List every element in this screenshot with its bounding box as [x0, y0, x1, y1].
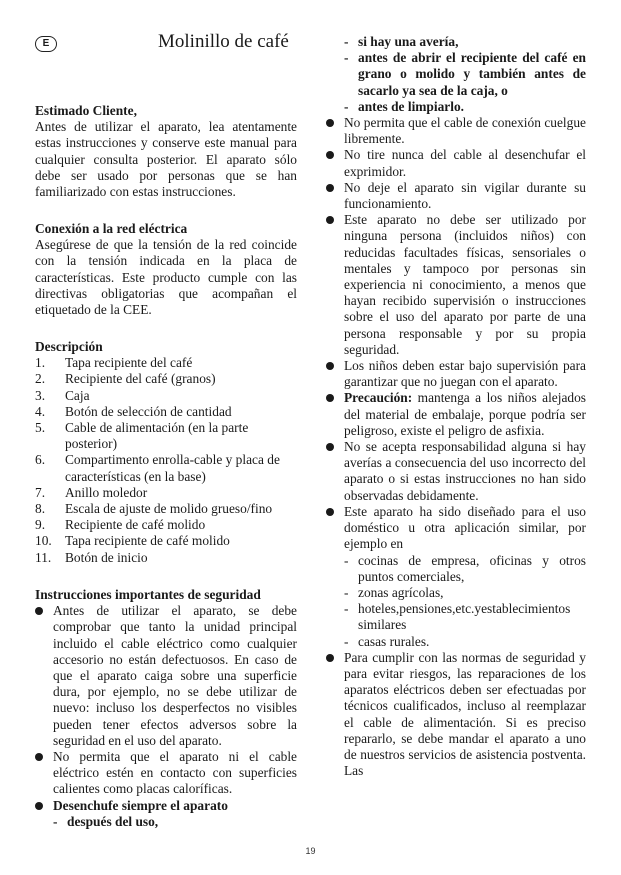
list-item: 4. Botón de selección de cantidad: [35, 403, 232, 419]
greeting-heading: Estimado Cliente,: [35, 103, 137, 118]
language-badge: E: [35, 36, 57, 52]
list-item: Antes de utilizar el aparato, se debe comprobar que tanto la unidad principal incluido el cable eléctrico como cualquier accesorio no están defectuosos. En caso de que el aparato caiga sobre una superficie dura, por ejemplo, no se debe utilizar de nuevo: incluso los desperfectos no visibles pueden tener efectos adversos sobre la seguridad en el uso del aparato.: [35, 603, 297, 749]
safety-list-left: [35, 603, 297, 830]
list-item: Para cumplir con las normas de seguridad y para evitar riesgos, las reparaciones de los aparatos eléctricos deben ser efectuadas por técnicos cualificados, incluso al reemplazar el cable de alimentación. Si es preciso repararlo, se debe mandar el aparato a uno de nuestros servicios de asistencia postventa. Las: [326, 650, 586, 780]
list-item: Los niños deben estar bajo supervisión para garantizar que no juegan con el aparato.: [326, 358, 586, 390]
connection-heading: Conexión a la red eléctrica: [35, 221, 188, 236]
list-item: - hoteles,pensiones,etc.yestablecimientos similares: [344, 601, 571, 633]
page-title: Molinillo de café: [158, 31, 289, 52]
list-item: - antes de abrir el recipiente del café en grano o molido y también antes de sacarlo ya sea de la caja, o: [344, 50, 586, 98]
list-item: 7. Anillo moledor: [35, 484, 148, 500]
greeting-text: Antes de utilizar el aparato, lea atentamente estas instrucciones y conserve este manual para cualquier consulta posterior. El aparato sólo debe ser usado por personas que se han familiarizado con estas instrucciones.: [35, 119, 297, 200]
list-item: No permita que el cable de conexión cuelgue libremente.: [326, 115, 586, 147]
description-heading: Descripción: [35, 339, 103, 354]
safety-heading: Instrucciones importantes de seguridad: [35, 587, 261, 602]
bullet-icon: [35, 753, 43, 761]
list-item: Precaución: mantenga a los niños alejados del material de embalaje, porque podría ser peligroso, existe el peligro de asfixia.: [326, 390, 586, 439]
list-item: - casas rurales.: [344, 633, 430, 649]
list-item: Este aparato no debe ser utilizado por ninguna persona (incluidos niños) con reducidas facultades físicas, sensoriales o mentales y tampoco por personas sin experiencia ni conocimiento, a menos que hayan recibido supervisión o instrucciones sobre el uso del aparato por parte de una persona responsable y por su propia seguridad.: [326, 212, 586, 358]
bullet-icon: [326, 654, 334, 662]
bullet-icon: [35, 802, 43, 810]
list-item: - antes de limpiarlo.: [344, 98, 465, 114]
list-item: Este aparato ha sido diseñado para el uso doméstico u otra aplicación similar, por ejemplo en - cocinas de empresa, oficinas y otros puntos comerciales, - zonas agrícolas, - hoteles,pensiones,etc.yestablecimientos similares - casas rurales.: [326, 504, 586, 650]
bullet-icon: [326, 508, 334, 516]
list-item: - después del uso,: [53, 813, 159, 829]
bullet-icon: [35, 607, 43, 615]
list-item: No se acepta responsabilidad alguna si hay averías a consecuencia del uso incorrecto del aparato o si estas instrucciones no han sido observadas debidamente.: [326, 439, 586, 504]
list-item: 9. Recipiente de café molido: [35, 517, 206, 533]
unplug-list-cont: [326, 34, 586, 115]
connection-text: Asegúrese de que la tensión de la red coincide con la tensión indicada en la placa de características. Este producto cumple con las directivas obligatorias que acompañan el etiquetado de la CEE.: [35, 237, 297, 318]
list-item: Desenchufe siempre el aparato - después del uso,: [35, 798, 297, 830]
list-item: 8. Escala de ajuste de molido grueso/fino: [35, 501, 273, 517]
list-item: 10. Tapa recipiente de café molido: [35, 533, 230, 549]
list-item: - cocinas de empresa, oficinas y otros puntos comerciales,: [344, 552, 586, 584]
list-item: 11. Botón de inicio: [35, 549, 148, 565]
bullet-icon: [326, 394, 334, 402]
uses-list: [344, 553, 586, 650]
safety-continued: [326, 34, 586, 779]
list-item: No tire nunca del cable al desenchufar el exprimidor.: [326, 147, 586, 179]
bullet-icon: [326, 119, 334, 127]
list-item: No permita que el aparato ni el cable eléctrico estén en contacto con superficies calientes como placas caloríficas.: [35, 749, 297, 798]
list-item: No deje el aparato sin vigilar durante su funcionamiento.: [326, 180, 586, 212]
bullet-icon: [326, 362, 334, 370]
bullet-icon: [326, 216, 334, 224]
list-item: 5. Cable de alimentación (en la parte posterior): [35, 420, 249, 452]
list-item: - zonas agrícolas,: [344, 584, 444, 600]
list-item: - si hay una avería,: [344, 34, 459, 49]
connection-section: [35, 221, 297, 318]
bullet-icon: [326, 184, 334, 192]
list-item: 2. Recipiente del café (granos): [35, 371, 216, 387]
description-section: [35, 339, 297, 566]
page-number: 19: [305, 846, 316, 856]
greeting-section: [35, 103, 297, 200]
bullet-icon: [326, 151, 334, 159]
list-item: 6. Compartimento enrolla-cable y placa de características (en la base): [35, 452, 280, 484]
bullet-icon: [326, 443, 334, 451]
unplug-list: [53, 814, 297, 830]
list-item: 1. Tapa recipiente del café: [35, 355, 193, 371]
safety-section: [35, 587, 297, 830]
list-item: 3. Caja: [35, 387, 90, 403]
parts-list: [35, 355, 297, 566]
safety-list-right: [326, 115, 586, 779]
